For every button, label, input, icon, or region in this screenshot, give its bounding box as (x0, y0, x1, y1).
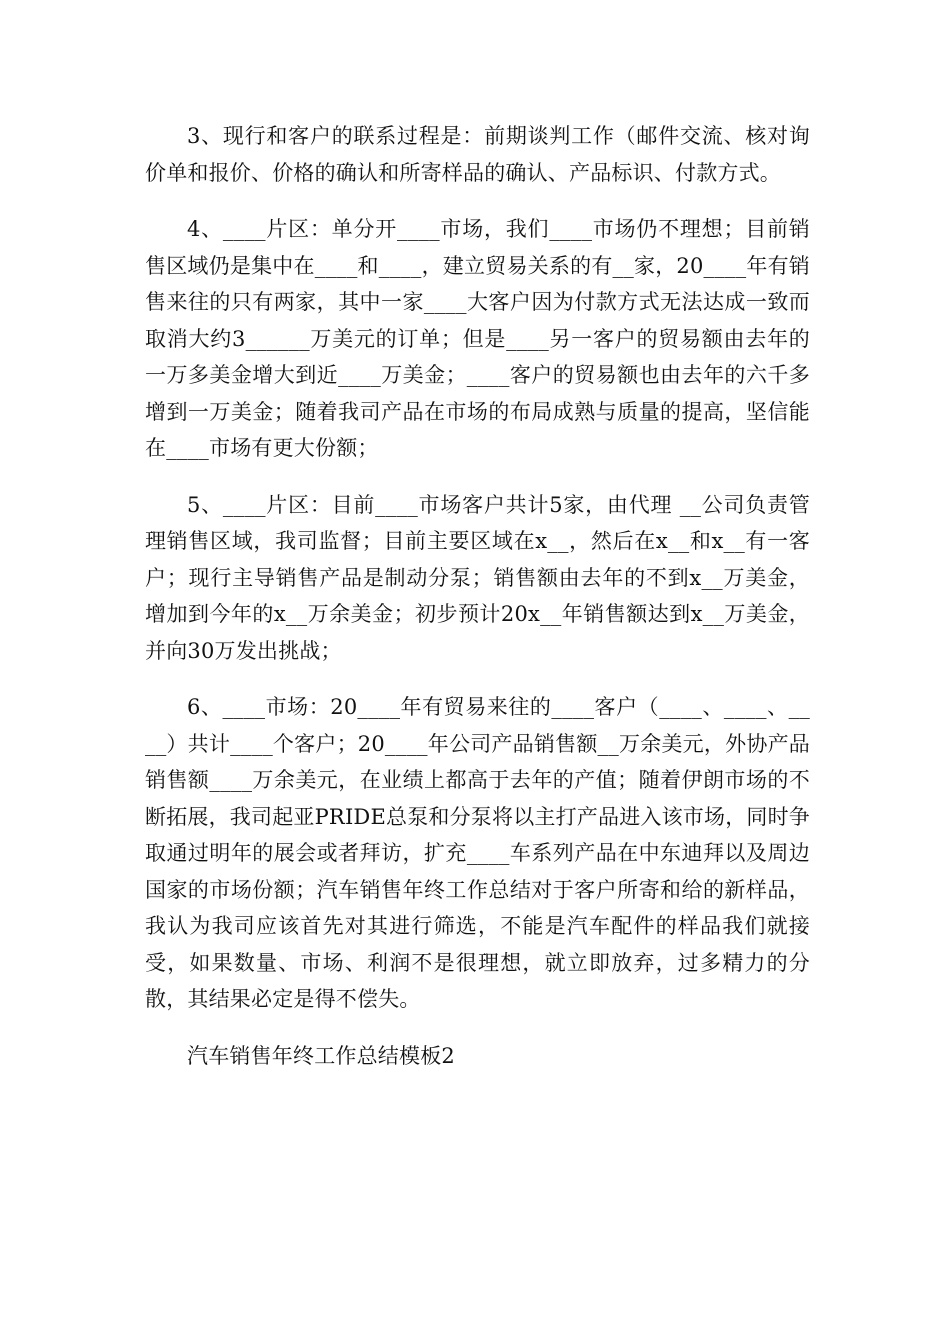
paragraph-item-3: 3、现行和客户的联系过程是：前期谈判工作（邮件交流、核对询价单和报价、价格的确认和所寄样品的确认、产品标识、付款方式。 (145, 124, 810, 185)
paragraph-item-6: 6、____市场：20____年有贸易来往的____客户（____、____、____）共计____个客户；20____年公司产品销售额__万余美元，外协产品销售额____万余美元，在业绩上都高于去年的产值；随着伊朗市场的不断拓展，我司起亚PRIDE总泵和分泵将以主打产品进入该市场，同时争取通过明年的展会或者拜访，扩充____车系列产品在中东迪拜以及周边国家的市场份额；汽车销售年终工作总结对于客户所寄和给的新样品，我认为我司应该首先对其进行筛选，不能是汽车配件的样品我们就接受，如果数量、市场、利润不是很理想，就立即放弃，过多精力的分散，其结果必定是得不偿失。 (145, 695, 811, 1011)
paragraph-item-5: 5、____片区：目前____市场客户共计5家，由代理 __公司负责管理销售区域，我司监督；目前主要区域在x__，然后在x__和x__有一客户；现行主导销售产品是制动分泵；销售额由去年的不到x__万美金，增加到今年的x__万余美金；初步预计20x__年销售额达到x__万美金，并向30万发出挑战； (145, 492, 810, 663)
paragraph-item-4: 4、____片区：单分开____市场，我们____市场仍不理想；目前销售区域仍是集中在____和____，建立贸易关系的有__家，20____年有销售来往的只有两家，其中一家____大客户因为付款方式无法达成一致而取消大约3______万美元的订单；但是____另一客户的贸易额由去年的一万多美金增大到近____万美金；____客户的贸易额也由去年的六千多增到一万美金；随着我司产品在市场的布局成熟与质量的提高，坚信能在____市场有更大份额； (145, 217, 810, 460)
section-heading: 汽车销售年终工作总结模板2 (187, 1043, 455, 1068)
document-body (145, 118, 810, 1094)
